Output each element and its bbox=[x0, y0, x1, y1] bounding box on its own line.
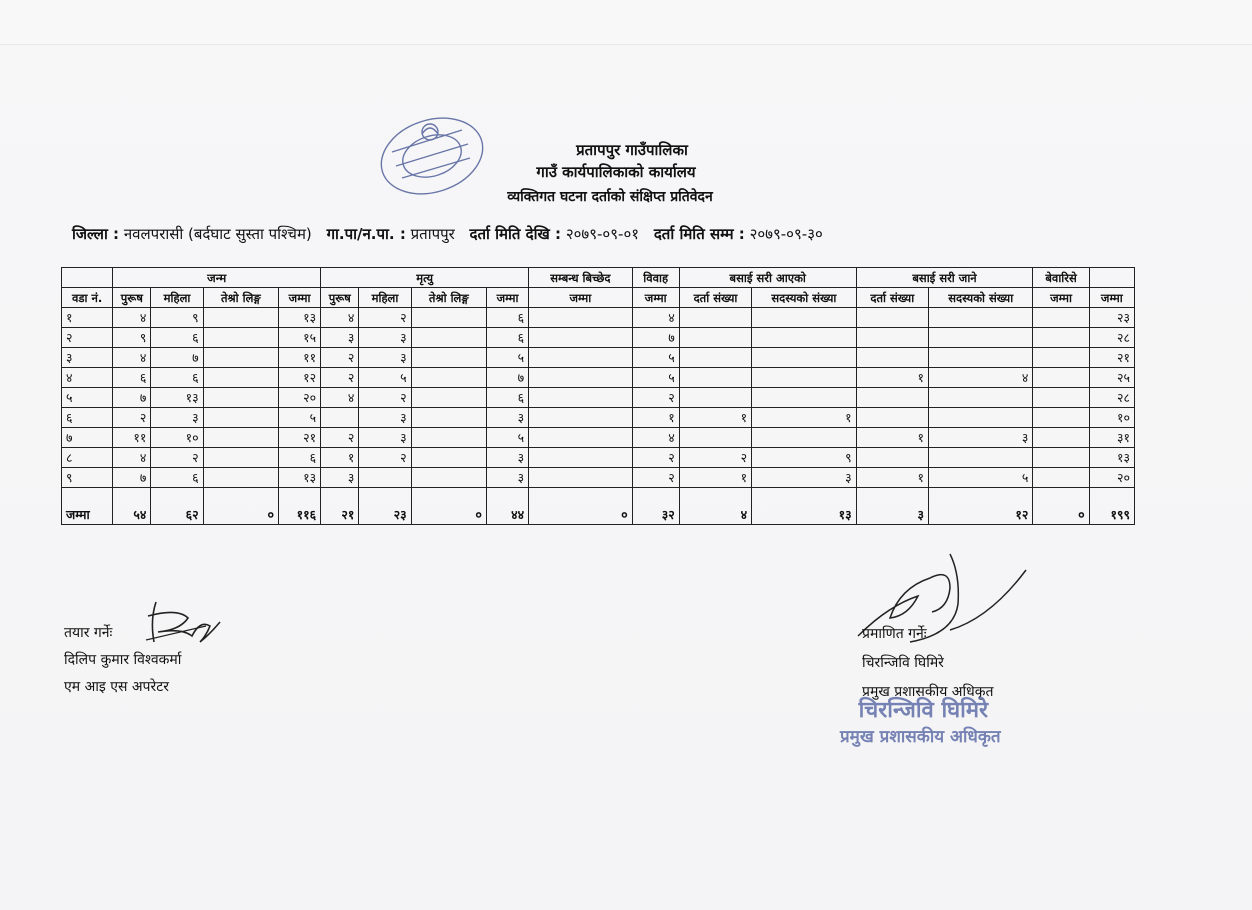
table-cell bbox=[529, 428, 632, 448]
table-cell: २ bbox=[151, 448, 203, 468]
table-cell bbox=[679, 328, 751, 348]
table-cell bbox=[1033, 348, 1089, 368]
death-header: मृत्यु bbox=[321, 268, 529, 288]
table-cell bbox=[203, 308, 278, 328]
table-cell bbox=[529, 368, 632, 388]
table-cell: २० bbox=[1089, 468, 1134, 488]
table-cell bbox=[529, 328, 632, 348]
table-cell bbox=[203, 328, 278, 348]
table-cell bbox=[928, 308, 1032, 328]
group-header-row bbox=[62, 268, 1135, 288]
ward-number-cell: ३ bbox=[62, 348, 113, 368]
table-cell bbox=[1033, 328, 1089, 348]
total-cell: २३ bbox=[359, 488, 411, 525]
table-cell bbox=[411, 468, 486, 488]
district-label: जिल्ला : bbox=[72, 225, 120, 243]
vital-events-table bbox=[61, 267, 1135, 525]
table-cell bbox=[203, 468, 278, 488]
table-cell: ११ bbox=[278, 348, 320, 368]
table-cell: २ bbox=[321, 348, 359, 368]
table-cell: ५ bbox=[359, 368, 411, 388]
total-cell: ११६ bbox=[278, 488, 320, 525]
stamp-designation: प्रमुख प्रशासकीय अधिकृत bbox=[840, 727, 1001, 747]
ward-number-cell: ६ bbox=[62, 408, 113, 428]
table-cell: ७ bbox=[113, 388, 151, 408]
table-cell bbox=[928, 348, 1032, 368]
table-cell bbox=[679, 308, 751, 328]
table-cell: १३ bbox=[1089, 448, 1134, 468]
table-cell bbox=[203, 368, 278, 388]
table-cell: ३ bbox=[321, 328, 359, 348]
table-cell: ५ bbox=[486, 348, 528, 368]
table-cell bbox=[752, 308, 856, 328]
table-cell: ४ bbox=[321, 308, 359, 328]
table-cell: ४ bbox=[632, 428, 679, 448]
table-cell: २० bbox=[278, 388, 320, 408]
table-cell bbox=[411, 448, 486, 468]
prepared-by-label: तयार गर्नेः bbox=[64, 625, 113, 641]
ward-number-cell: ७ bbox=[62, 428, 113, 448]
date-to-label: दर्ता मिति सम्म : bbox=[653, 225, 745, 243]
table-cell: ३ bbox=[752, 468, 856, 488]
total-cell: ० bbox=[1033, 488, 1089, 525]
table-cell: ४ bbox=[113, 308, 151, 328]
column-header: सदस्यको संख्या bbox=[928, 288, 1032, 308]
table-cell bbox=[928, 388, 1032, 408]
table-cell bbox=[321, 408, 359, 428]
table-cell: २८ bbox=[1089, 388, 1134, 408]
ward-number-cell: ५ bbox=[62, 388, 113, 408]
table-cell bbox=[1033, 448, 1089, 468]
column-header: पुरूष bbox=[113, 288, 151, 308]
table-cell bbox=[1033, 428, 1089, 448]
table-row bbox=[62, 388, 1135, 408]
table-cell: ९ bbox=[752, 448, 856, 468]
migration-in-header: बसाई सरी आएको bbox=[679, 268, 856, 288]
table-cell: ६ bbox=[113, 368, 151, 388]
table-cell: २ bbox=[359, 448, 411, 468]
table-cell bbox=[1033, 468, 1089, 488]
marriage-header: विवाह bbox=[632, 268, 679, 288]
table-row bbox=[62, 308, 1135, 328]
total-label-cell: जम्मा bbox=[62, 488, 113, 525]
column-header: महिला bbox=[151, 288, 203, 308]
table-cell bbox=[679, 368, 751, 388]
ward-number-cell: ९ bbox=[62, 468, 113, 488]
table-cell: ५ bbox=[278, 408, 320, 428]
report-meta bbox=[72, 224, 823, 244]
table-cell: २ bbox=[321, 428, 359, 448]
table-cell bbox=[411, 348, 486, 368]
certified-by-designation: प्रमुख प्रशासकीय अधिकृत bbox=[862, 684, 994, 700]
table-row bbox=[62, 368, 1135, 388]
table-cell bbox=[203, 348, 278, 368]
prepared-by-block bbox=[64, 620, 181, 701]
table-cell: २ bbox=[321, 368, 359, 388]
total-cell: १२ bbox=[928, 488, 1032, 525]
table-cell bbox=[856, 408, 928, 428]
table-cell: १ bbox=[752, 408, 856, 428]
table-cell: १२ bbox=[278, 368, 320, 388]
column-header: जम्मा bbox=[1089, 288, 1134, 308]
table-cell bbox=[856, 308, 928, 328]
table-cell: ३ bbox=[359, 428, 411, 448]
certified-by-block bbox=[862, 620, 993, 707]
table-row bbox=[62, 448, 1135, 468]
table-cell bbox=[752, 428, 856, 448]
total-cell: ० bbox=[529, 488, 632, 525]
column-header: वडा नं. bbox=[62, 288, 113, 308]
total-cell: ४ bbox=[679, 488, 751, 525]
table-cell: २ bbox=[113, 408, 151, 428]
prepared-by-name: दिलिप कुमार विश्वकर्मा bbox=[64, 652, 182, 668]
column-header: जम्मा bbox=[278, 288, 320, 308]
table-cell bbox=[1033, 368, 1089, 388]
prepared-by-designation: एम आइ एस अपरेटर bbox=[64, 679, 170, 695]
stamp-name: चिरन्जिवि घिमिरे bbox=[858, 698, 988, 723]
total-cell: ३२ bbox=[632, 488, 679, 525]
column-header: महिला bbox=[359, 288, 411, 308]
divorce-header: सम्बन्ध बिच्छेद bbox=[529, 268, 632, 288]
column-header: तेश्रो लिङ्ग bbox=[203, 288, 278, 308]
table-row bbox=[62, 328, 1135, 348]
table-cell: ३ bbox=[486, 468, 528, 488]
name-stamp bbox=[840, 698, 1001, 750]
table-cell bbox=[359, 468, 411, 488]
column-header: दर्ता संख्या bbox=[679, 288, 751, 308]
total-cell: १३ bbox=[752, 488, 856, 525]
table-cell bbox=[1033, 308, 1089, 328]
column-header: पुरूष bbox=[321, 288, 359, 308]
table-cell: २ bbox=[679, 448, 751, 468]
table-cell: ९ bbox=[113, 328, 151, 348]
table-cell bbox=[411, 408, 486, 428]
ward-number-cell: २ bbox=[62, 328, 113, 348]
scan-top-edge bbox=[0, 0, 1252, 45]
table-cell bbox=[679, 388, 751, 408]
table-cell: ५ bbox=[632, 348, 679, 368]
table-cell bbox=[203, 448, 278, 468]
table-row bbox=[62, 408, 1135, 428]
table-cell bbox=[752, 348, 856, 368]
district-value: नवलपरासी (बर्दघाट सुस्ता पश्चिम) bbox=[123, 225, 312, 243]
table-cell: ५ bbox=[486, 428, 528, 448]
table-cell: ६ bbox=[151, 468, 203, 488]
ward-number-cell: ८ bbox=[62, 448, 113, 468]
table-cell bbox=[529, 308, 632, 328]
table-cell: ६ bbox=[151, 368, 203, 388]
table-cell: ७ bbox=[151, 348, 203, 368]
table-body bbox=[62, 308, 1135, 525]
table-row bbox=[62, 468, 1135, 488]
table-cell: १५ bbox=[278, 328, 320, 348]
total-cell: ६२ bbox=[151, 488, 203, 525]
municipality-value: प्रतापपुर bbox=[410, 225, 455, 243]
table-cell bbox=[203, 408, 278, 428]
table-cell bbox=[679, 428, 751, 448]
table-cell: ४ bbox=[928, 368, 1032, 388]
table-cell: ४ bbox=[321, 388, 359, 408]
table-cell: १ bbox=[856, 468, 928, 488]
table-cell: १० bbox=[151, 428, 203, 448]
table-cell bbox=[529, 468, 632, 488]
table-cell: २१ bbox=[278, 428, 320, 448]
table-cell bbox=[752, 368, 856, 388]
table-cell: ७ bbox=[113, 468, 151, 488]
unclaimed-header: बेवारिसे bbox=[1033, 268, 1089, 288]
table-cell: १० bbox=[1089, 408, 1134, 428]
table-cell: ७ bbox=[632, 328, 679, 348]
table-cell bbox=[411, 328, 486, 348]
column-header: तेश्रो लिङ्ग bbox=[411, 288, 486, 308]
column-header: जम्मा bbox=[529, 288, 632, 308]
total-cell: ५४ bbox=[113, 488, 151, 525]
migration-out-header: बसाई सरी जाने bbox=[856, 268, 1033, 288]
report-title: व्यक्तिगत घटना दर्ताको संक्षिप्त प्रतिवेदन bbox=[507, 189, 713, 205]
table-cell: २३ bbox=[1089, 308, 1134, 328]
certified-by-name: चिरन्जिवि घिमिरे bbox=[862, 655, 944, 671]
column-header: सदस्यको संख्या bbox=[752, 288, 856, 308]
table-row bbox=[62, 428, 1135, 448]
total-cell: ४४ bbox=[486, 488, 528, 525]
table-cell: २ bbox=[632, 468, 679, 488]
column-header-row bbox=[62, 288, 1135, 308]
column-header: दर्ता संख्या bbox=[856, 288, 928, 308]
table-cell bbox=[411, 308, 486, 328]
table-cell: ३ bbox=[486, 448, 528, 468]
table-cell: १ bbox=[632, 408, 679, 428]
table-cell bbox=[529, 448, 632, 468]
column-header: जम्मा bbox=[632, 288, 679, 308]
table-cell bbox=[856, 328, 928, 348]
table-cell bbox=[411, 428, 486, 448]
table-cell: २ bbox=[632, 448, 679, 468]
table-cell: ६ bbox=[486, 308, 528, 328]
table-cell: १३ bbox=[151, 388, 203, 408]
table-cell bbox=[928, 408, 1032, 428]
table-cell bbox=[856, 348, 928, 368]
certified-by-label: प्रमाणित गर्नेः bbox=[862, 626, 927, 642]
table-cell: २१ bbox=[1089, 348, 1134, 368]
table-cell bbox=[1033, 388, 1089, 408]
table-cell: ७ bbox=[486, 368, 528, 388]
table-row bbox=[62, 348, 1135, 368]
table-cell: ९ bbox=[151, 308, 203, 328]
table-cell: ४ bbox=[632, 308, 679, 328]
total-cell: १९९ bbox=[1089, 488, 1134, 525]
total-cell: ० bbox=[203, 488, 278, 525]
table-cell bbox=[529, 388, 632, 408]
table-cell: ३ bbox=[359, 328, 411, 348]
table-cell: ५ bbox=[632, 368, 679, 388]
table-cell: २८ bbox=[1089, 328, 1134, 348]
table-cell: ३ bbox=[359, 408, 411, 428]
table-cell: ३१ bbox=[1089, 428, 1134, 448]
table-cell: १३ bbox=[278, 468, 320, 488]
table-cell: २ bbox=[359, 308, 411, 328]
column-header: जम्मा bbox=[1033, 288, 1089, 308]
table-cell bbox=[856, 448, 928, 468]
table-cell: ४ bbox=[113, 348, 151, 368]
table-cell: १ bbox=[321, 448, 359, 468]
table-cell bbox=[928, 328, 1032, 348]
table-cell: १ bbox=[856, 368, 928, 388]
table-cell: ६ bbox=[151, 328, 203, 348]
table-cell: ३ bbox=[359, 348, 411, 368]
table-cell bbox=[411, 368, 486, 388]
table-cell bbox=[752, 328, 856, 348]
table-cell: ६ bbox=[278, 448, 320, 468]
table-cell bbox=[752, 388, 856, 408]
date-from-value: २०७९-०९-०१ bbox=[565, 225, 640, 243]
total-cell: २१ bbox=[321, 488, 359, 525]
table-cell bbox=[411, 388, 486, 408]
table-cell: ११ bbox=[113, 428, 151, 448]
grand-total-header-blank bbox=[1089, 268, 1134, 288]
table-cell: २ bbox=[632, 388, 679, 408]
column-header: जम्मा bbox=[486, 288, 528, 308]
table-cell: ६ bbox=[486, 328, 528, 348]
date-from-label: दर्ता मिति देखि : bbox=[469, 225, 562, 243]
table-cell: ३ bbox=[321, 468, 359, 488]
table-cell bbox=[928, 448, 1032, 468]
table-cell bbox=[529, 408, 632, 428]
table-cell: १३ bbox=[278, 308, 320, 328]
table-cell: ५ bbox=[928, 468, 1032, 488]
table-cell: १ bbox=[856, 428, 928, 448]
table-cell: ३ bbox=[928, 428, 1032, 448]
total-row bbox=[62, 488, 1135, 525]
birth-header: जन्म bbox=[113, 268, 321, 288]
municipality-title: प्रतापपुर गाउँपालिका bbox=[576, 141, 688, 159]
table-cell bbox=[203, 428, 278, 448]
ward-header-blank bbox=[62, 268, 113, 288]
table-cell bbox=[1033, 408, 1089, 428]
total-cell: ३ bbox=[856, 488, 928, 525]
table-cell: १ bbox=[679, 468, 751, 488]
table-cell bbox=[856, 388, 928, 408]
ward-number-cell: ४ bbox=[62, 368, 113, 388]
table-cell bbox=[529, 348, 632, 368]
date-to-value: २०७९-०९-३० bbox=[749, 225, 823, 243]
table-cell: ६ bbox=[486, 388, 528, 408]
municipality-label: गा.पा/न.पा. : bbox=[326, 225, 406, 243]
table-cell: ४ bbox=[113, 448, 151, 468]
total-cell: ० bbox=[411, 488, 486, 525]
office-title: गाउँ कार्यपालिकाको कार्यालय bbox=[536, 163, 696, 181]
table-cell: ३ bbox=[486, 408, 528, 428]
table-cell: २ bbox=[359, 388, 411, 408]
table-cell bbox=[203, 388, 278, 408]
ward-number-cell: १ bbox=[62, 308, 113, 328]
table-cell: २५ bbox=[1089, 368, 1134, 388]
table-cell: १ bbox=[679, 408, 751, 428]
table-cell: ३ bbox=[151, 408, 203, 428]
table-cell bbox=[679, 348, 751, 368]
